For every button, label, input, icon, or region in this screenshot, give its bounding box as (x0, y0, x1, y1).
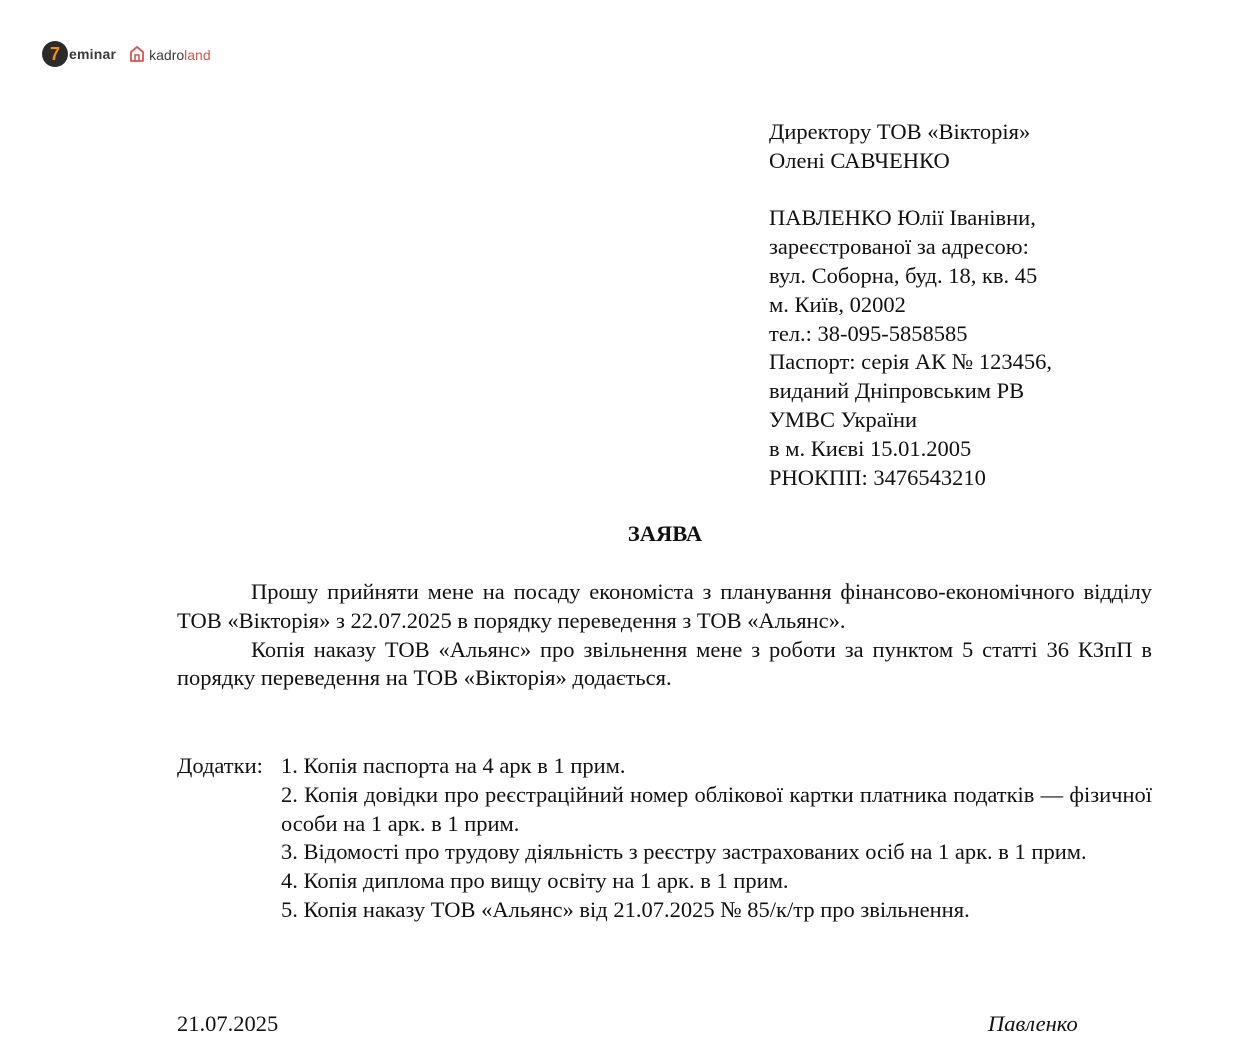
addressee-director-name: Олені САВЧЕНКО (769, 147, 950, 173)
body-paragraph: Прошу прийняти мене на посаду економіста з планування фінансово-економічного відділу ТОВ «Вікторія» з 22.07.2025 в порядку переведення з ТОВ «Альянс». (177, 579, 1152, 633)
applicant-signature: Павленко (988, 1011, 1078, 1036)
seminar-logo-mark: 7 (42, 41, 68, 67)
applicant-line: зареєстрованої за адресою: (769, 234, 1029, 260)
attachments-block (177, 752, 1152, 925)
attachments-list (281, 752, 1152, 925)
kadroland-logo-text (149, 47, 211, 63)
kadroland-logo-text-accent: land (184, 47, 211, 63)
applicant-line: тел.: 38-095-5858585 (769, 320, 968, 346)
seminar-logo (42, 41, 116, 67)
applicant-line: Паспорт: серія АК № 123456, (769, 349, 1052, 375)
attachment-item: 2. Копія довідки про реєстраційний номер облікової картки платника податків — фізичної особи на 1 арк. в 1 прим. (281, 781, 1152, 836)
application-date: 21.07.2025 (177, 1011, 279, 1036)
body-paragraph: Копія наказу ТОВ «Альянс» про звільнення мене з роботи за пунктом 5 статті 36 КЗпП в порядку переведення на ТОВ «Вікторія» додається. (177, 636, 1152, 691)
attachment-item: 1. Копія паспорта на 4 арк в 1 прим. (281, 753, 626, 778)
addressee-director: Директору ТОВ «Вікторія» (769, 119, 1031, 144)
applicant-line: УМВС України (769, 406, 918, 432)
kadroland-logo (128, 45, 211, 63)
applicant-line: виданий Дніпровським РВ (769, 378, 1025, 404)
header-logos (42, 40, 211, 68)
attachments-label: Додатки: (177, 753, 263, 778)
document-title: ЗАЯВА (627, 521, 703, 546)
kadroland-logo-text-main: kadro (149, 47, 185, 63)
applicant-line: ПАВЛЕНКО Юлії Іванівни, (769, 205, 1036, 231)
kadroland-house-icon (128, 45, 146, 63)
attachment-item: 4. Копія диплома про вищу освіту на 1 арк. в 1 прим. (281, 868, 789, 894)
application-body (177, 578, 1152, 693)
addressee-block (769, 118, 1052, 492)
applicant-line: в м. Києві 15.01.2005 (769, 435, 972, 461)
applicant-line: м. Київ, 02002 (769, 291, 906, 317)
attachment-item: 3. Відомості про трудову діяльність з реєстру застрахованих осіб на 1 арк. в 1 прим. (281, 839, 1087, 865)
addressee-spacer (769, 176, 1052, 205)
seminar-logo-text: eminar (69, 46, 117, 62)
attachment-item: 5. Копія наказу ТОВ «Альянс» від 21.07.2025 № 85/к/тр про звільнення. (281, 896, 970, 922)
applicant-line: РНОКПП: 3476543210 (769, 464, 986, 490)
applicant-line: вул. Соборна, буд. 18, кв. 45 (769, 262, 1038, 288)
